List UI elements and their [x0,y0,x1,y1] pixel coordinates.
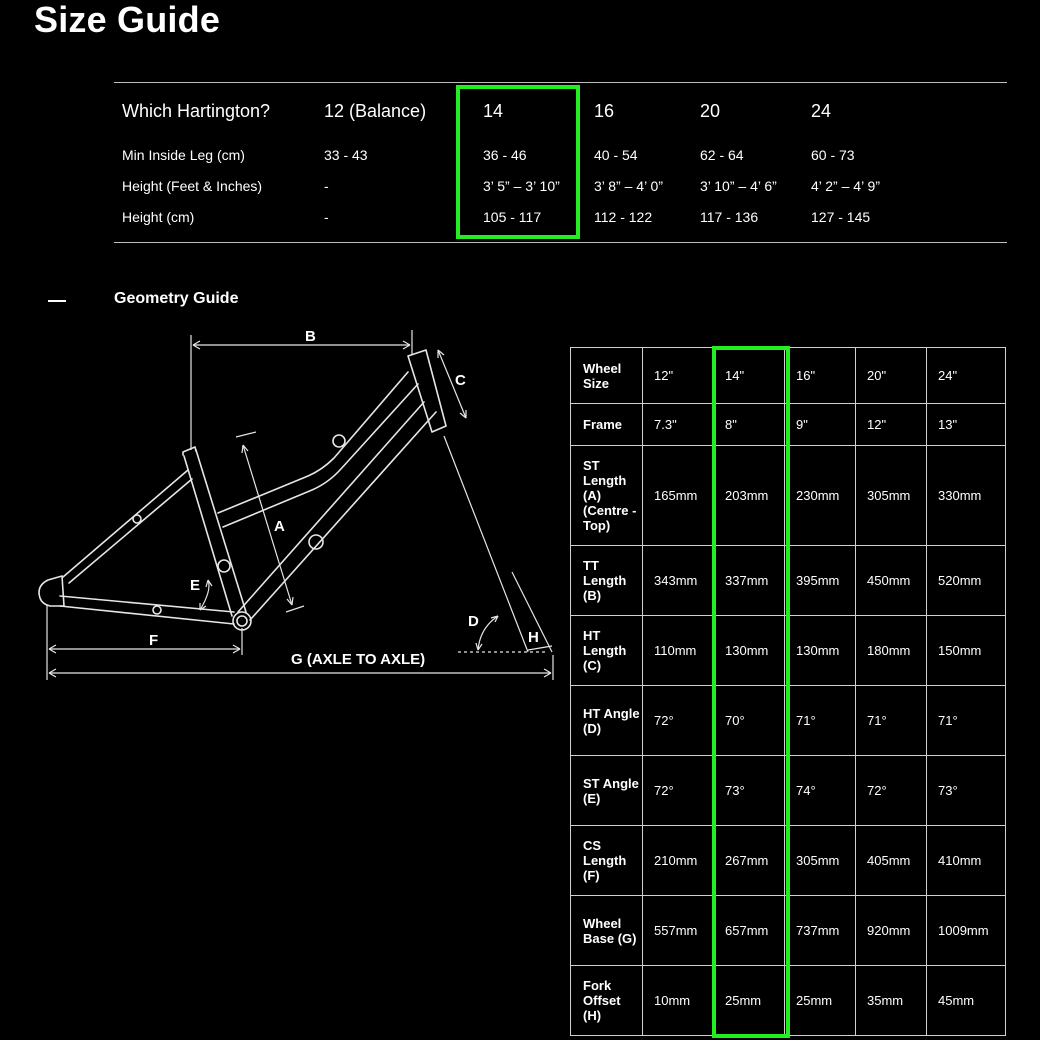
chain-stay-lower [60,606,234,624]
table-row [571,404,1006,446]
seat-stay-lower [69,479,192,583]
size-14-highlight [456,85,580,239]
table-cell: 343mm [643,546,714,616]
table-cell: 395mm [785,546,856,616]
table-cell: 25mm [714,966,785,1036]
table-row [571,756,1006,826]
table-cell: 12" [643,348,714,404]
table-row [571,896,1006,966]
table-cell: 1009mm [927,896,1006,966]
table-row [571,826,1006,896]
table-cell: 72° [856,756,927,826]
row-label: HT Length (C) [571,616,643,686]
size-header-question: Which Hartington? [122,101,271,121]
row-label: Fork Offset (H) [571,966,643,1036]
table-cell: 71° [927,686,1006,756]
table-cell: 180mm [856,616,927,686]
table-cell: 405mm [856,826,927,896]
table-row [571,348,1006,404]
dim-label-e: E [190,577,201,594]
table-cell: 165mm [643,446,714,546]
table-cell: 10mm [643,966,714,1036]
top-tube-outer [218,372,408,513]
table-cell: 110mm [643,616,714,686]
size-header-16: 16 [594,101,615,121]
size-cell: 36 - 46 [483,147,527,163]
size-header-20: 20 [700,101,721,121]
table-cell: 35mm [856,966,927,1036]
table-cell: 330mm [927,446,1006,546]
table-cell: 16" [785,348,856,404]
dim-label-h: H [528,629,539,646]
table-cell: 305mm [785,826,856,896]
size-cell: 40 - 54 [594,147,638,163]
page-title: Size Guide [34,0,221,40]
table-cell: 8" [714,404,785,446]
size-cell: 62 - 64 [700,147,744,163]
bottom-bracket [233,612,251,630]
table-cell: 71° [856,686,927,756]
dim-label-c: C [455,372,466,389]
table-cell: 150mm [927,616,1006,686]
size-cell: 3’ 8” – 4’ 0” [594,178,663,194]
table-cell: 337mm [714,546,785,616]
table-cell: 130mm [785,616,856,686]
row-label: HT Angle (D) [571,686,643,756]
size-cell: - [324,209,329,225]
table-cell: 210mm [643,826,714,896]
dim-label-g: G (AXLE TO AXLE) [291,651,426,668]
table-cell: 7.3" [643,404,714,446]
table-cell: 130mm [714,616,785,686]
chain-stay-upper [60,596,234,612]
table-cell: 230mm [785,446,856,546]
table-cell: 737mm [785,896,856,966]
table-cell: 520mm [927,546,1006,616]
size-header-12: 12 (Balance) [324,101,427,121]
down-tube-left [238,402,424,612]
table-cell: 73° [714,756,785,826]
table-cell: 203mm [714,446,785,546]
dim-label-a: A [274,518,285,535]
size-row-label: Height (Feet & Inches) [122,178,263,194]
row-label: Wheel Size [571,348,643,404]
table-cell: 657mm [714,896,785,966]
table-cell: 557mm [643,896,714,966]
table-cell: 12" [856,404,927,446]
table-cell: 72° [643,686,714,756]
table-cell: 14" [714,348,785,404]
seat-stay-upper [63,470,188,577]
size-row-label: Min Inside Leg (cm) [122,147,245,163]
size-cell: - [324,178,329,194]
table-cell: 74° [785,756,856,826]
size-cell: 4’ 2” – 4’ 9” [811,178,880,194]
table-cell: 450mm [856,546,927,616]
size-cell: 105 - 117 [483,209,542,225]
geometry-table [570,347,1006,1036]
size-cell: 127 - 145 [811,209,871,225]
geometry-title: Geometry Guide [114,290,239,307]
size-row-label: Height (cm) [122,209,195,225]
row-label: TT Length (B) [571,546,643,616]
row-label: ST Angle (E) [571,756,643,826]
dim-label-f: F [149,632,159,649]
table-cell: 24" [927,348,1006,404]
table-cell: 25mm [785,966,856,1036]
table-cell: 20" [856,348,927,404]
table-cell: 920mm [856,896,927,966]
seat-collar [183,447,196,455]
table-cell: 70° [714,686,785,756]
row-label: Wheel Base (G) [571,896,643,966]
table-cell: 9" [785,404,856,446]
down-tube-right [250,412,436,620]
table-row [571,546,1006,616]
size-cell: 3’ 5” – 3’ 10” [483,178,560,194]
table-cell: 72° [643,756,714,826]
rear-dropout [39,576,64,606]
dim-label-b: B [305,328,316,345]
table-cell: 71° [785,686,856,756]
head-tube [408,350,446,432]
row-label: ST Length (A) (Centre - Top) [571,446,643,546]
bike-frame-diagram [30,322,566,692]
size-header-24: 24 [811,101,832,121]
seat-tube-right [196,450,246,612]
size-cell: 33 - 43 [324,147,368,163]
size-cell: 112 - 122 [594,209,653,225]
table-cell: 305mm [856,446,927,546]
size-cell: 60 - 73 [811,147,855,163]
size-cell: 117 - 136 [700,209,759,225]
size-cell: 3’ 10” – 4’ 6” [700,178,777,194]
table-row [571,616,1006,686]
row-label: Frame [571,404,643,446]
dim-label-d: D [468,613,479,630]
top-tube-inner [223,384,418,527]
table-cell: 73° [927,756,1006,826]
table-cell: 267mm [714,826,785,896]
section-dash [48,300,66,302]
table-cell: 13" [927,404,1006,446]
row-label: CS Length (F) [571,826,643,896]
size-header-14: 14 [483,101,504,121]
table-row [571,446,1006,546]
table-cell: 410mm [927,826,1006,896]
table-row [571,966,1006,1036]
table-cell: 45mm [927,966,1006,1036]
table-row [571,686,1006,756]
